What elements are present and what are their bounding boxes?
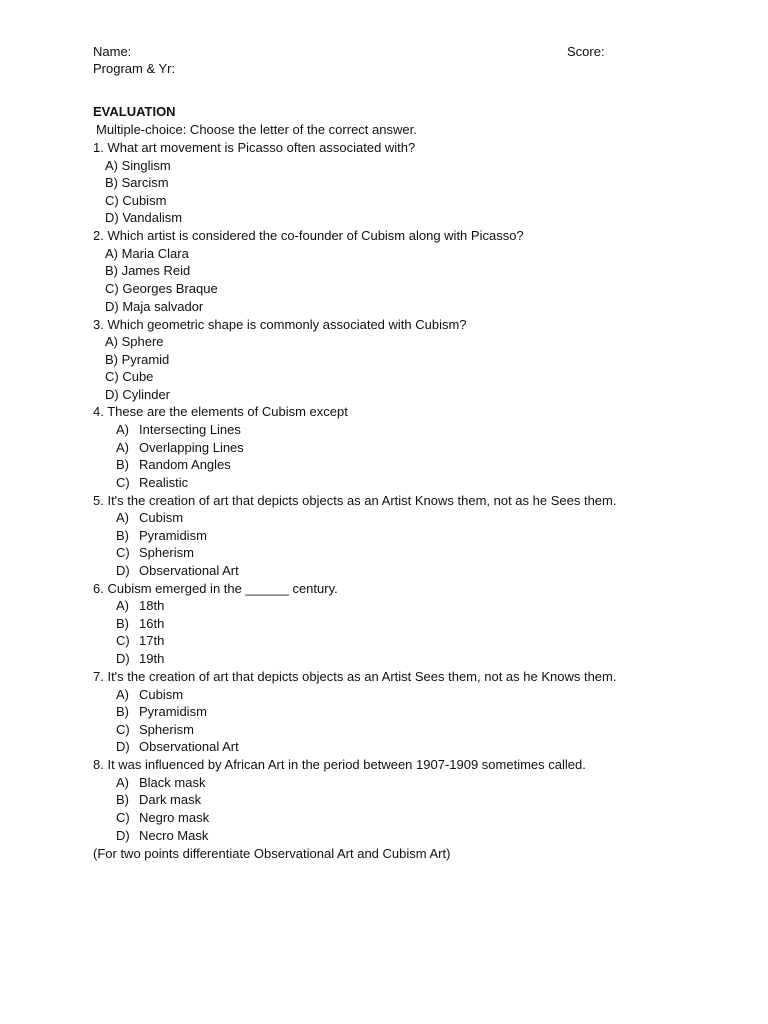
choice-text: Black mask bbox=[139, 775, 206, 790]
question-1: 1. What art movement is Picasso often associated with? bbox=[93, 140, 416, 155]
choice-letter: C) bbox=[116, 722, 130, 737]
choice-letter: C) bbox=[116, 633, 130, 648]
choice-text: Pyramidism bbox=[139, 528, 207, 543]
choice-letter: C) bbox=[116, 475, 130, 490]
choice-text: Pyramidism bbox=[139, 704, 207, 719]
q6-choice-d bbox=[116, 650, 164, 668]
choice-text: Negro mask bbox=[139, 810, 210, 825]
choice-text: Observational Art bbox=[139, 563, 239, 578]
question-5: 5. It's the creation of art that depicts objects as an Artist Knows them, not as he Sees them. bbox=[93, 493, 617, 508]
q5-choice-b bbox=[116, 527, 207, 545]
choice-letter: D) bbox=[116, 563, 130, 578]
choice-letter: B) bbox=[116, 792, 129, 807]
q7-choice-a bbox=[116, 686, 183, 704]
q6-choice-a bbox=[116, 597, 164, 615]
choice-text: Cubism bbox=[139, 510, 184, 525]
choice-letter: C) bbox=[116, 545, 130, 560]
score-label: Score: bbox=[567, 44, 605, 59]
choice-letter: B) bbox=[116, 528, 129, 543]
choice-text: 17th bbox=[139, 633, 165, 648]
q1-choice-a: A) Singlism bbox=[105, 158, 171, 173]
question-6: 6. Cubism emerged in the ______ century. bbox=[93, 581, 338, 596]
q8-choice-b bbox=[116, 791, 201, 809]
choice-letter: D) bbox=[116, 828, 130, 843]
choice-letter: A) bbox=[116, 598, 129, 613]
q4-choice-2 bbox=[116, 439, 244, 457]
closing-note: (For two points differentiate Observational Art and Cubism Art) bbox=[93, 846, 451, 861]
q6-choice-b bbox=[116, 615, 164, 633]
choice-letter: A) bbox=[116, 440, 129, 455]
choice-text: Cubism bbox=[139, 687, 184, 702]
choice-text: Random Angles bbox=[139, 457, 231, 472]
q2-choice-b: B) James Reid bbox=[105, 263, 191, 278]
choice-letter: B) bbox=[116, 457, 129, 472]
choice-letter: C) bbox=[116, 810, 130, 825]
q5-choice-c bbox=[116, 544, 194, 562]
q3-choice-d: D) Cylinder bbox=[105, 387, 171, 402]
choice-letter: D) bbox=[116, 739, 130, 754]
q5-choice-a bbox=[116, 509, 183, 527]
evaluation-title: EVALUATION bbox=[93, 104, 176, 119]
choice-text: Intersecting Lines bbox=[139, 422, 241, 437]
q1-choice-d: D) Vandalism bbox=[105, 210, 183, 225]
choice-letter: B) bbox=[116, 616, 129, 631]
choice-letter: A) bbox=[116, 687, 129, 702]
choice-text: 19th bbox=[139, 651, 165, 666]
choice-text: Dark mask bbox=[139, 792, 202, 807]
choice-text: Spherism bbox=[139, 722, 194, 737]
choice-text: Realistic bbox=[139, 475, 189, 490]
q7-choice-b bbox=[116, 703, 207, 721]
choice-text: Spherism bbox=[139, 545, 194, 560]
program-year-label: Program & Yr: bbox=[93, 61, 176, 76]
q7-choice-d bbox=[116, 738, 239, 756]
choice-letter: D) bbox=[116, 651, 130, 666]
q4-choice-1 bbox=[116, 421, 241, 439]
q6-choice-c bbox=[116, 632, 164, 650]
q3-choice-c: C) Cube bbox=[105, 369, 154, 384]
q3-choice-b: B) Pyramid bbox=[105, 352, 170, 367]
question-7: 7. It's the creation of art that depicts objects as an Artist Sees them, not as he Knows them. bbox=[93, 669, 617, 684]
q4-choice-4 bbox=[116, 474, 188, 492]
choice-text: 16th bbox=[139, 616, 165, 631]
choice-letter: A) bbox=[116, 510, 129, 525]
q3-choice-a: A) Sphere bbox=[105, 334, 164, 349]
choice-text: Observational Art bbox=[139, 739, 239, 754]
q8-choice-c bbox=[116, 809, 209, 827]
choice-letter: A) bbox=[116, 775, 129, 790]
q7-choice-c bbox=[116, 721, 194, 739]
instructions-text: Multiple-choice: Choose the letter of the correct answer. bbox=[96, 122, 417, 137]
choice-text: Necro Mask bbox=[139, 828, 209, 843]
q1-choice-b: B) Sarcism bbox=[105, 175, 169, 190]
choice-text: Overlapping Lines bbox=[139, 440, 244, 455]
question-8: 8. It was influenced by African Art in the period between 1907-1909 sometimes called. bbox=[93, 757, 586, 772]
q8-choice-d bbox=[116, 827, 208, 845]
name-label: Name: bbox=[93, 44, 132, 59]
choice-text: 18th bbox=[139, 598, 165, 613]
q2-choice-d: D) Maja salvador bbox=[105, 299, 204, 314]
question-4: 4. These are the elements of Cubism except bbox=[93, 404, 348, 419]
q2-choice-a: A) Maria Clara bbox=[105, 246, 189, 261]
choice-letter: A) bbox=[116, 422, 129, 437]
q8-choice-a bbox=[116, 774, 205, 792]
choice-letter: B) bbox=[116, 704, 129, 719]
q5-choice-d bbox=[116, 562, 239, 580]
question-3: 3. Which geometric shape is commonly associated with Cubism? bbox=[93, 317, 467, 332]
q1-choice-c: C) Cubism bbox=[105, 193, 167, 208]
question-2: 2. Which artist is considered the co-founder of Cubism along with Picasso? bbox=[93, 228, 524, 243]
q4-choice-3 bbox=[116, 456, 231, 474]
q2-choice-c: C) Georges Braque bbox=[105, 281, 218, 296]
